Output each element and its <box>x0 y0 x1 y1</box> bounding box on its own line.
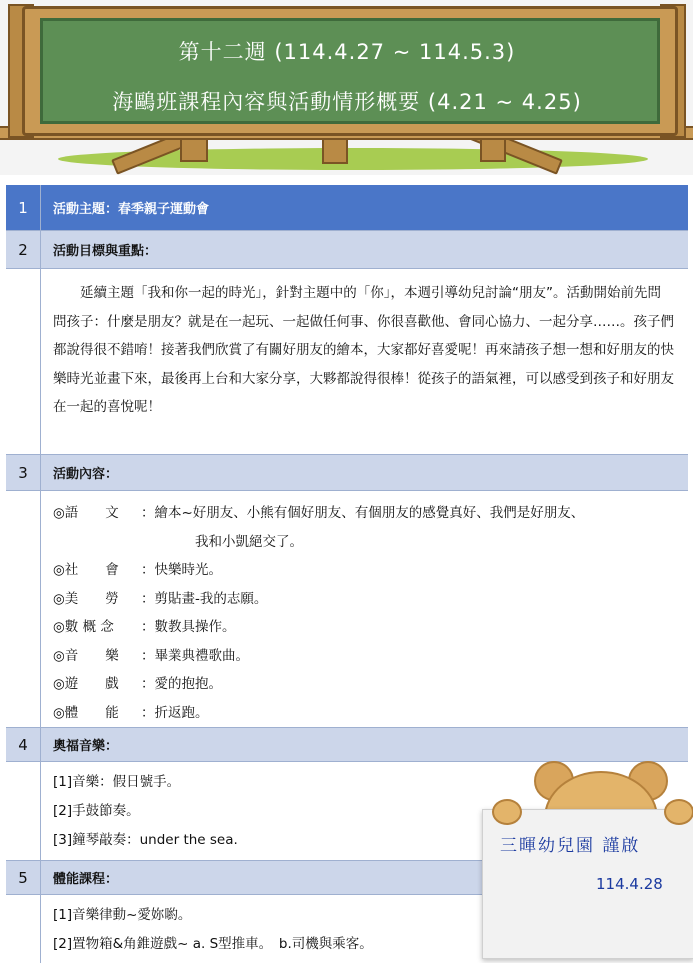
item-value: ：愛的抱抱。 <box>141 676 222 692</box>
table-row-theme <box>6 185 688 231</box>
signature-date: 114.4.28 <box>596 875 663 893</box>
row-number: 3 <box>6 455 41 490</box>
bear-sign-illustration <box>482 757 692 957</box>
week-title: 第十二週 (114.4.27 ~ 114.5.3) <box>178 40 516 64</box>
item-key: ◎語 文 <box>53 505 119 521</box>
school-signature: 三暉幼兒園 謹啟 <box>500 836 641 856</box>
item-value: 我和小凱絕交了。 <box>195 533 303 550</box>
row-number: 2 <box>6 231 41 268</box>
item-key: ◎美 勞 <box>53 590 119 607</box>
table-row-content-body <box>6 491 688 728</box>
item-value: ：畢業典禮歌曲。 <box>141 647 249 664</box>
list-item: [2]置物箱&角錐遊戲~ a. S型推車。 b.司機與乘客。 <box>53 936 373 952</box>
item-value: ：繪本~好朋友、小熊有個好朋友、有個朋友的感覺真好、我們是好朋友、 <box>141 505 585 521</box>
pe-label: 體能課程： <box>53 872 119 887</box>
list-item: [2]手鼓節奏。 <box>53 803 140 819</box>
row-number: 5 <box>6 861 41 894</box>
item-key: ◎音 樂 <box>53 647 119 664</box>
item-value: ：快樂時光。 <box>141 562 222 578</box>
bear-paw <box>664 799 693 825</box>
row-number: 1 <box>6 185 41 230</box>
item-value: ：剪貼畫-我的志願。 <box>141 590 268 607</box>
list-item <box>53 699 676 728</box>
list-item <box>53 670 676 699</box>
row-number-spacer <box>6 269 41 454</box>
content-list <box>41 491 688 727</box>
table-row-content-header <box>6 455 688 491</box>
table-row-goals-body <box>6 269 688 455</box>
list-item <box>53 499 676 528</box>
item-key: ◎社 會 <box>53 562 119 578</box>
goals-text: 延續主題「我和你一起的時光」，針對主題中的「你」，本週引導幼兒討論“朋友”。活動開始前先問問孩子：什麼是朋友？就是在一起玩、一起做任何事、你很喜歡他、會同心協力、一起分享……。孩子們都說得很不錯唷！接著我們欣賞了有關好朋友的繪本，大家都好喜愛呢！再來請孩子想一想和好朋友的快樂時光並畫下來，最後再上台和大家分享，大夥都說得很棒！從孩子的語氣裡，可以感受到孩子和好朋友在一起的喜悅呢！ <box>53 285 674 415</box>
list-item <box>53 613 676 642</box>
item-key: ◎數 概 念 <box>53 619 114 635</box>
goals-label: 活動目標與重點： <box>53 244 158 259</box>
row-number-spacer <box>6 895 41 963</box>
item-key: ◎遊 戲 <box>53 676 119 692</box>
table-row-goals-header <box>6 231 688 269</box>
item-key: ◎體 能 <box>53 704 119 721</box>
list-item <box>53 528 676 557</box>
list-item: [1]音樂律動~愛妳喲。 <box>53 907 192 923</box>
class-summary-title: 海鷗班課程內容與活動情形概要 (4.21 ~ 4.25) <box>112 90 582 114</box>
list-item <box>53 585 676 614</box>
activity-theme: 活動主題：春季親子運動會 <box>53 202 210 217</box>
list-item: [1]音樂：假日號手。 <box>53 774 181 790</box>
item-value: ：折返跑。 <box>141 704 209 721</box>
row-number: 4 <box>6 728 41 761</box>
chalkboard-header <box>0 0 693 175</box>
bear-paw <box>492 799 522 825</box>
list-item: [3]鐘琴敲奏：under the sea. <box>53 832 238 848</box>
orff-label: 奧福音樂： <box>53 739 119 754</box>
content-label: 活動內容： <box>53 467 119 482</box>
list-item <box>53 556 676 585</box>
list-item <box>53 642 676 671</box>
item-value: ：數教具操作。 <box>141 619 236 635</box>
row-number-spacer <box>6 762 41 860</box>
row-number-spacer <box>6 491 41 727</box>
